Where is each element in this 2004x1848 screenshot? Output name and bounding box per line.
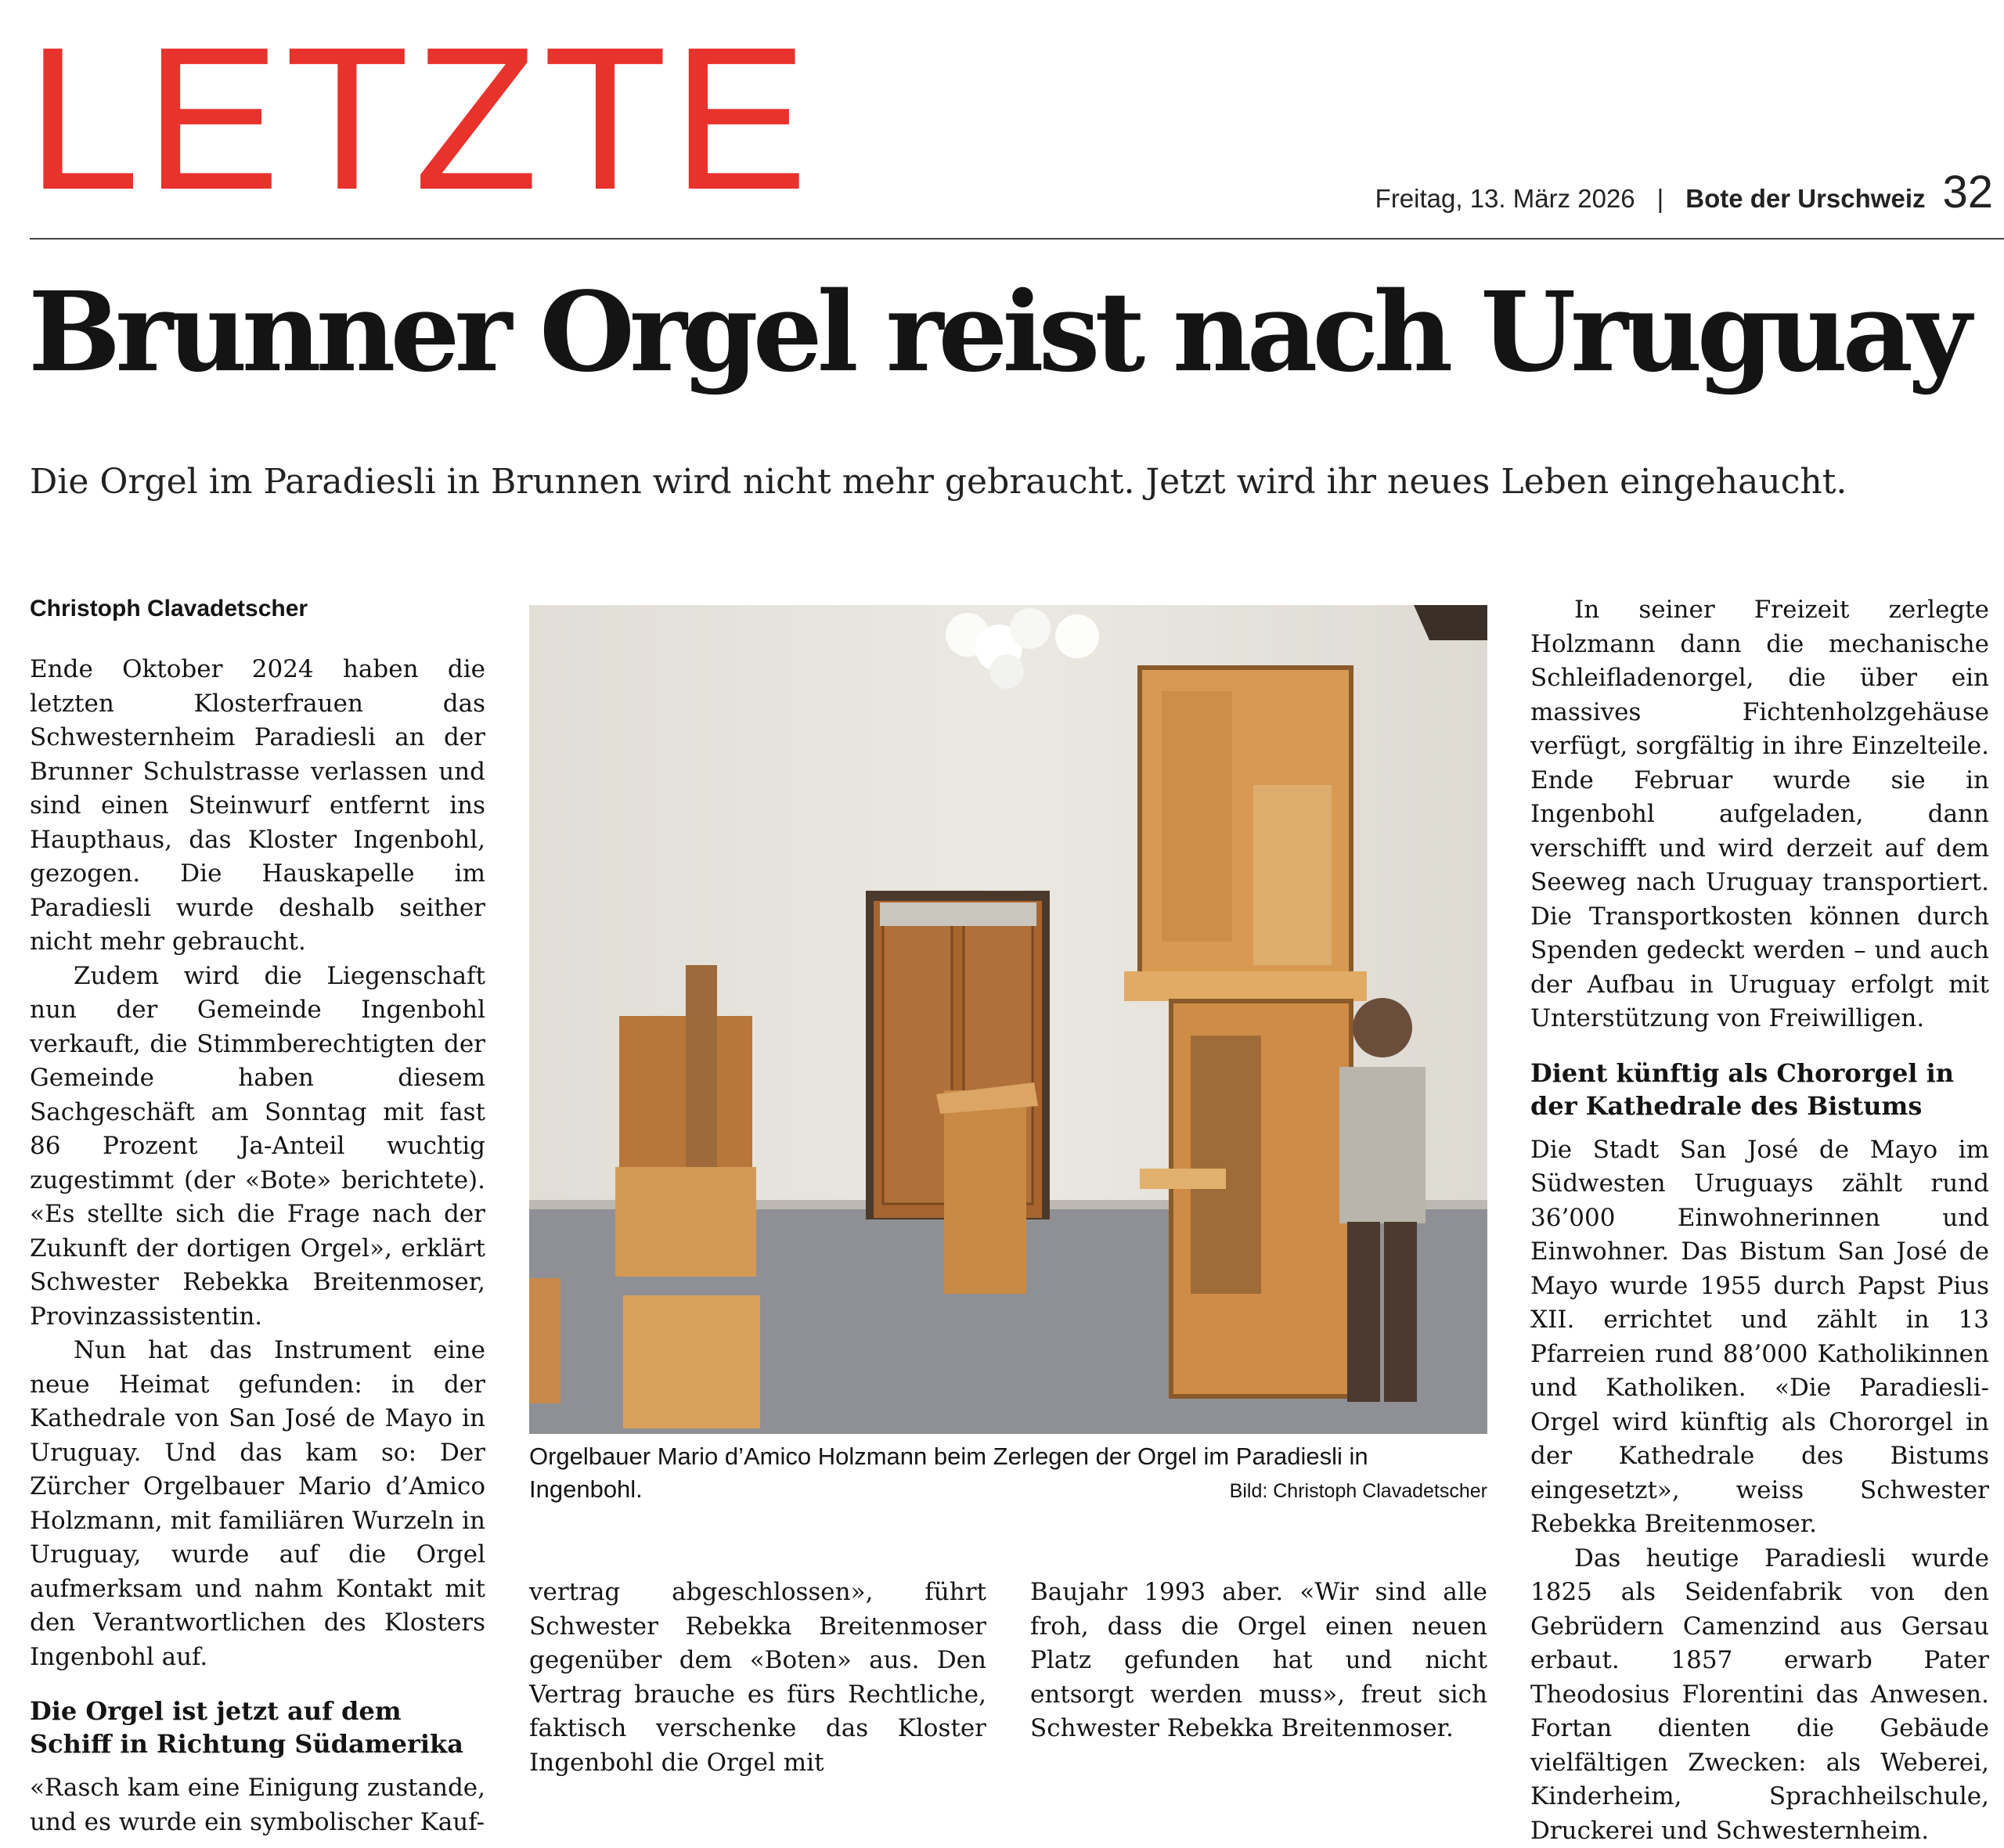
- article-column-1: [30, 593, 485, 1839]
- page-meta: [1375, 166, 1993, 218]
- paragraph: Ende Oktober 2024 haben die letzten Klosterfrauen das Schwesternheim Paradiesli an der Brunner Schulstrasse verlassen und sind einen Steinwurf entfernt ins Haupthaus, das Kloster Ingenbohl, gezogen. Die Hauskapelle im Paradiesli wurde deshalb seither nicht mehr gebraucht.: [30, 653, 485, 960]
- photo-caption: Orgelbauer Mario d’Amico Holzmann beim Zerlegen der Orgel im Paradiesli in Ingenbohl.: [529, 1440, 1487, 1506]
- paragraph: vertrag abgeschlossen», führt Schwester Rebekka Breitenmoser gegenüber dem «Boten» aus. Den Vertrag brauche es fürs Rechtliche, faktisch verschenke das Kloster Ingenbohl die Orgel mit: [529, 1576, 986, 1780]
- paragraph: Das heutige Paradiesli wurde 1825 als Seidenfabrik von den Gebrüdern Camenzind aus Gersau erbaut. 1857 erwarb Pater Theodosius Florentini das Anwesen. Fortan dienten die Gebäude vielfältigen Zwecken: als Weberei, Kinderheim, Sprachheilschule, Druckerei und Schwesternheim.: [1530, 1542, 1989, 1848]
- newspaper-name: Bote der Urschweiz: [1685, 184, 1925, 214]
- organ-photo-illustration: [529, 605, 1487, 1434]
- article-column-3: [1030, 1576, 1487, 1746]
- header-divider: [30, 238, 2004, 240]
- paragraph: Nun hat das Instrument eine neue Heimat gefunden: in der Kathedrale von San José de Mayo in Uruguay. Und das kam so: Der Zürcher Orgelbauer Mario d’Amico Holzmann, mit familiären Wurzeln in Uruguay, wurde auf die Orgel aufmerksam und nahm Kontakt mit den Verantwortlichen des Klosters Ingenbohl auf.: [30, 1334, 485, 1674]
- author-byline: Christoph Clavadetscher: [30, 593, 485, 625]
- paragraph: «Rasch kam eine Einigung zustande, und es wurde ein symbolischer Kauf-: [30, 1771, 485, 1839]
- paragraph: Baujahr 1993 aber. «Wir sind alle froh, dass die Orgel einen neuen Platz gefunden hat und nicht entsorgt werden muss», freut sich Schwester Rebekka Breitenmoser.: [1030, 1576, 1487, 1746]
- article-headline: Brunner Orgel reist nach Uruguay: [28, 276, 2001, 391]
- page-number: 32: [1942, 166, 1993, 218]
- subheading: Die Orgel ist jetzt auf dem Schiff in Richtung Südamerika: [30, 1695, 485, 1760]
- paragraph: In seiner Freizeit zerlegte Holzmann dann die mechanische Schleifladenorgel, die über ein massives Fichtenholzgehäuse verfügt, sorgfältig in ihre Einzelteile. Ende Februar wurde sie in Ingenbohl aufgeladen, dann verschifft und wird derzeit auf dem Seeweg nach Uruguay transportiert. Die Transportkosten können durch Spenden gedeckt werden – und auch der Aufbau in Uruguay erfolgt mit Unterstützung von Freiwilligen.: [1530, 593, 1989, 1036]
- section-label: LETZTE: [27, 17, 813, 221]
- subheading: Dient künftig als Chororgel in der Kathedrale des Bistums: [1530, 1057, 1989, 1122]
- article-column-2: [529, 1576, 986, 1780]
- paragraph: Zudem wird die Liegenschaft nun der Gemeinde Ingenbohl verkauft, die Stimmberechtigten der Gemeinde haben diesem Sachgeschäft am Sonntag mit fast 86 Prozent Ja-Anteil wuchtig zugestimmt (der «Bote» berichtete). «Es stellte sich die Frage nach der Zukunft der dortigen Orgel», erklärt Schwester Rebekka Breitenmoser, Provinzassistentin.: [30, 960, 485, 1335]
- paragraph: Die Stadt San José de Mayo im Südwesten Uruguays zählt rund 36’000 Einwohnerinnen und Einwohner. Das Bistum San José de Mayo wurde 1955 durch Papst Pius XII. errichtet und zählt in 13 Pfarreien rund 88’000 Katholikinnen und Katholiken. «Die Paradiesli-Orgel wird künftig als Chororgel in der Kathedrale des Bistums eingesetzt», weiss Schwester Rebekka Breitenmoser.: [1530, 1133, 1989, 1542]
- issue-date: Freitag, 13. März 2026: [1375, 184, 1635, 214]
- photo-credit: Bild: Christoph Clavadetscher: [1230, 1480, 1487, 1503]
- article-photo: [529, 605, 1487, 1434]
- article-lead: Die Orgel im Paradiesli in Brunnen wird nicht mehr gebraucht. Jetzt wird ihr neues Leben eingehaucht.: [30, 462, 1987, 503]
- meta-separator: |: [1657, 184, 1664, 214]
- article-column-4: [1530, 593, 1989, 1848]
